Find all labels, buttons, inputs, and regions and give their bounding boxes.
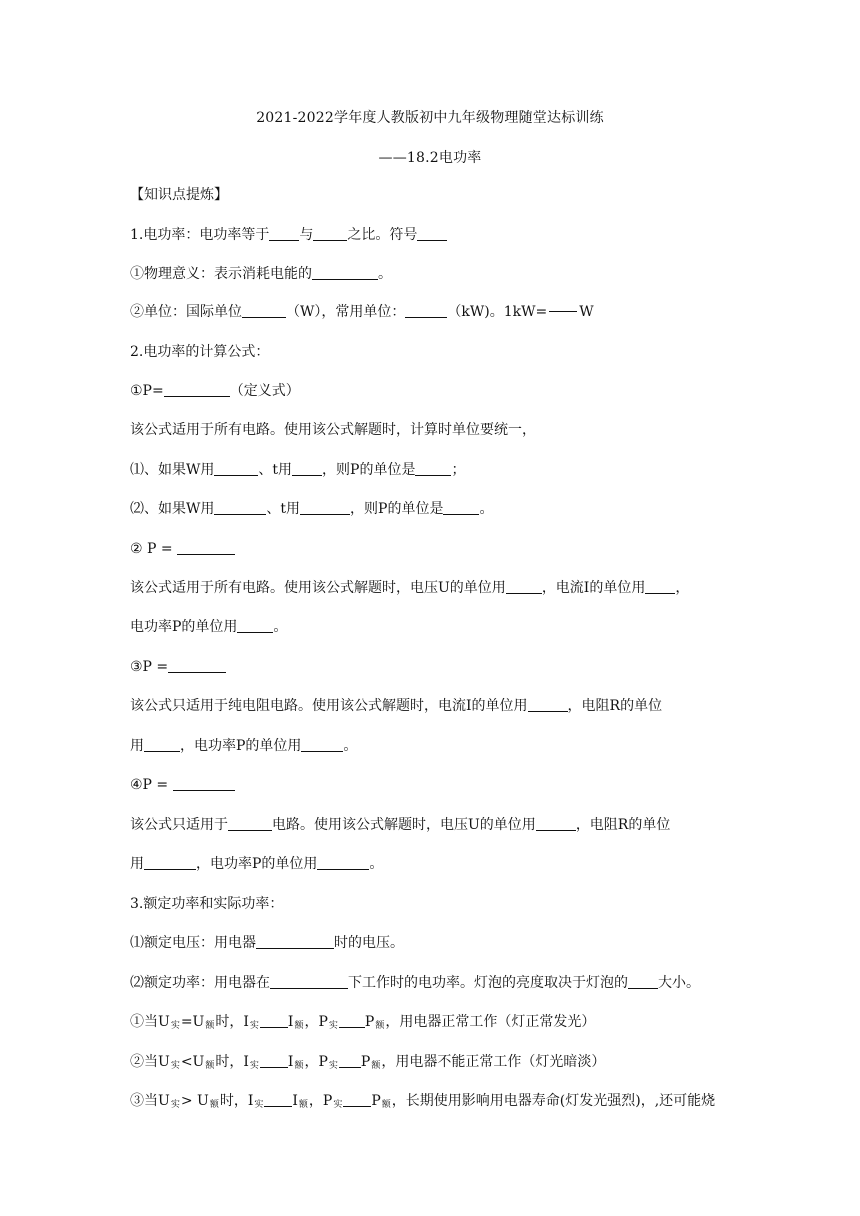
line-formula-4-note-cont: 用 ，电功率P的单位用 。 [130,856,384,872]
line-formula-4-note: 该公式只适用于 电路。使用该公式解题时，电压U的单位用 ，电阻R的单位 [130,817,671,833]
line-formula-3-note: 该公式只适用于纯电阻电路。使用该公式解题时，电流I的单位用 ，电阻R的单位 [130,698,663,714]
line-formula-3-note-cont: 用 ，电功率P的单位用 。 [130,738,358,754]
blank [269,226,299,241]
blank [242,303,286,318]
line-case-equal: ①当$U_实=U_额$时，$I_实$ $I_额$，$P_实$ $P_额$，用电器正常工作（灯正常发光） [130,1014,596,1031]
line-units-case-2: ⑵、如果W用 、t用 ，则P的单位是 。 [130,501,494,517]
blank [628,974,658,989]
document-subtitle: ——18.2电功率 [378,150,482,166]
blank [301,737,343,752]
blank [237,618,273,633]
blank [339,1053,361,1068]
blank [264,1092,292,1107]
line-rated-power: ⑵额定功率：用电器在 下工作时的电功率。灯泡的亮度取决于灯泡的 大小。 [130,975,700,991]
blank [214,461,258,476]
line-formula-4: ④P = [130,775,760,795]
blank [417,226,447,241]
blank [313,226,347,241]
blank [177,540,235,555]
blank [173,776,235,791]
blank [443,500,479,515]
line-units-case-1: ⑴、如果W用 、t用 ，则P的单位是 ； [130,462,466,478]
blank [228,816,272,831]
line-power-definition: 1.电功率：电功率等于 与 之比。符号 [130,225,760,245]
blank [415,461,451,476]
line-formula-2-note: 该公式适用于所有电路。使用该公式解题时，电压U的单位用 ，电流I的单位用 ， [130,580,690,596]
line-case-greater: ③当$U_实> U_额$时，$I_实$ $I_额$，$P_实$ $P_额$，长期使用影响用电器寿命(灯发光强烈)，,还可能烧 [130,1093,716,1110]
blank [405,303,447,318]
blank [300,500,350,515]
blank [144,855,196,870]
line-rated-heading: 3.额定功率和实际功率： [130,896,284,912]
blank [164,382,230,397]
line-formula-2-note-cont: 电功率P的单位用 。 [130,619,288,635]
line-physical-meaning: ①物理意义：表示消耗电能的 。 [130,266,392,282]
blank [260,1053,288,1068]
line-rated-voltage: ⑴额定电压：用电器 时的电压。 [130,935,404,951]
blank [270,974,348,989]
blank [528,697,568,712]
blank [292,461,322,476]
blank [645,579,675,594]
line-formula-heading: 2.电功率的计算公式： [130,344,270,360]
blank [144,737,180,752]
section-heading: 【知识点提炼】 [130,187,228,203]
line-formula-1-note: 该公式适用于所有电路。使用该公式解题时，计算时单位要统一， [130,422,536,438]
blank [536,816,576,831]
blank [256,934,334,949]
blank [506,579,542,594]
blank [168,658,226,673]
line-case-less: ②当$U_实<U_额$时，$I_实$ $I_额$，$P_实$ $P_额$，用电器不能正常工作（灯光暗淡） [130,1054,606,1071]
blank [312,265,378,280]
line-units: ②单位：国际单位 （W），常用单位： （kW)。1kW= W [130,304,594,320]
document-title: 2021-2022学年度人教版初中九年级物理随堂达标训练 [256,110,604,126]
blank [343,1092,371,1107]
line-formula-3: ③P = [130,657,760,677]
blank [214,500,266,515]
blank [317,855,369,870]
blank [549,311,577,312]
blank [260,1013,288,1028]
line-formula-1: ①P= （定义式） [130,383,300,399]
blank [339,1013,365,1028]
line-formula-2: ② P = [130,539,760,559]
